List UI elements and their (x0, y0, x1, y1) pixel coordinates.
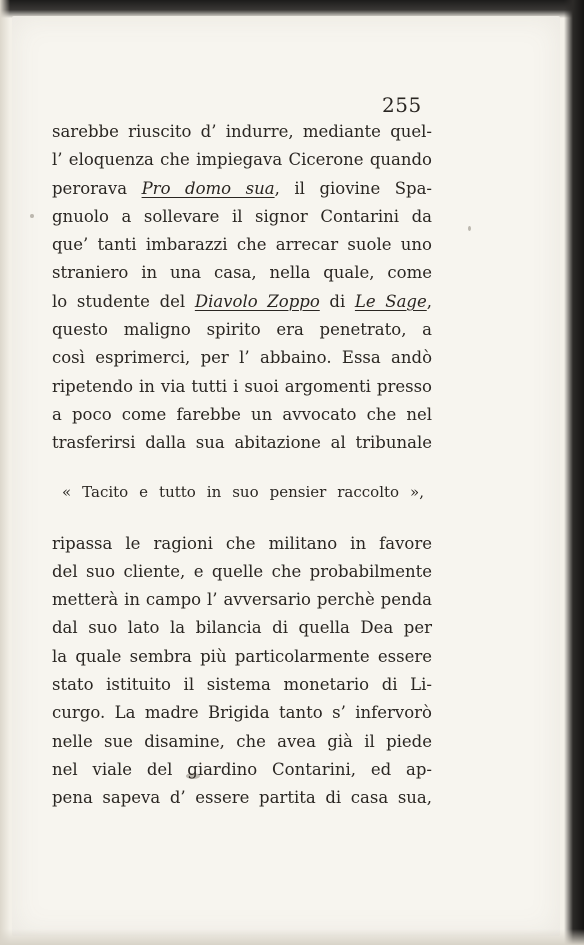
text-line (52, 288, 432, 316)
text-line (52, 429, 432, 457)
line-text: ripassa le ragioni che militano in favore (52, 533, 432, 553)
text-line (52, 699, 432, 727)
italic-title: Le Sage (354, 291, 427, 311)
text-line (52, 671, 432, 699)
line-text: trasferirsi dalla sua abitazione al tribunale (52, 433, 432, 453)
text-line (52, 118, 432, 146)
line-text: l’ eloquenza che impiegava Cicerone quando (52, 150, 432, 170)
text-line (52, 614, 432, 642)
scanner-edge-left (0, 0, 10, 945)
line-text: a poco come farebbe un avvocato che nel (52, 404, 432, 424)
body-text (52, 118, 432, 813)
line-text: curgo. La madre Brigida tanto s’ infervorò (52, 703, 432, 723)
page-number: 255 (382, 93, 422, 117)
text-line (52, 259, 432, 287)
text-line (52, 401, 432, 429)
line-text: , il giovine Spa- (274, 178, 433, 198)
text-line (52, 203, 432, 231)
line-text: lo studente del (52, 291, 195, 311)
italic-title: Pro domo sua (141, 178, 275, 198)
text-line (52, 175, 432, 203)
text-line (52, 316, 432, 344)
text-line (52, 643, 432, 671)
text-line (52, 586, 432, 614)
italic-title: Diavolo Zoppo (194, 291, 320, 311)
line-text: sarebbe riuscito d’ indurre, mediante quel- (52, 122, 432, 141)
text-line (52, 344, 432, 372)
paper-speck (30, 214, 34, 218)
quoted-verse: « Tacito e tutto in suo pensier raccolto », (62, 482, 424, 501)
line-text: que’ tanti imbarazzi che arrecar suole uno (52, 235, 432, 255)
line-text: gnuolo a sollevare il signor Contarini da (52, 206, 432, 226)
line-text: del suo cliente, e quelle che probabilmente (52, 561, 432, 581)
scanner-edge-right (564, 0, 584, 945)
paragraph-1 (52, 118, 432, 458)
line-text: nel viale del giardino Contarini, ed ap- (52, 759, 432, 779)
line-text: di (319, 291, 355, 311)
scanner-edge-bottom (0, 929, 584, 945)
text-line (52, 231, 432, 259)
line-text: questo maligno spirito era penetrato, a (52, 320, 432, 340)
line-text: così esprimerci, per l’ abbaino. Essa andò (52, 348, 432, 368)
line-text: stato istituito il sistema monetario di Li- (52, 675, 432, 695)
text-line (52, 728, 432, 756)
line-text: straniero in una casa, nella quale, come (52, 263, 432, 283)
paper-speck (468, 226, 471, 231)
text-line (52, 784, 432, 812)
line-text: la quale sembra più particolarmente essere (52, 646, 432, 666)
line-text: pena sapeva d’ essere partita di casa sua, (52, 788, 432, 808)
line-text: ripetendo in via tutti i suoi argomenti presso (52, 376, 432, 396)
paragraph-2 (52, 530, 432, 813)
line-text: dal suo lato la bilancia di quella Dea per (52, 618, 432, 638)
text-line (52, 756, 432, 784)
text-line (52, 373, 432, 401)
text-line (52, 558, 432, 586)
line-text: nelle sue disamine, che avea già il piede (52, 731, 432, 751)
text-line (52, 146, 432, 174)
text-line (52, 530, 432, 558)
line-text: , (426, 291, 432, 311)
line-text: perorava (52, 178, 142, 198)
line-text: metterà in campo l’ avversario perchè penda (52, 590, 432, 610)
